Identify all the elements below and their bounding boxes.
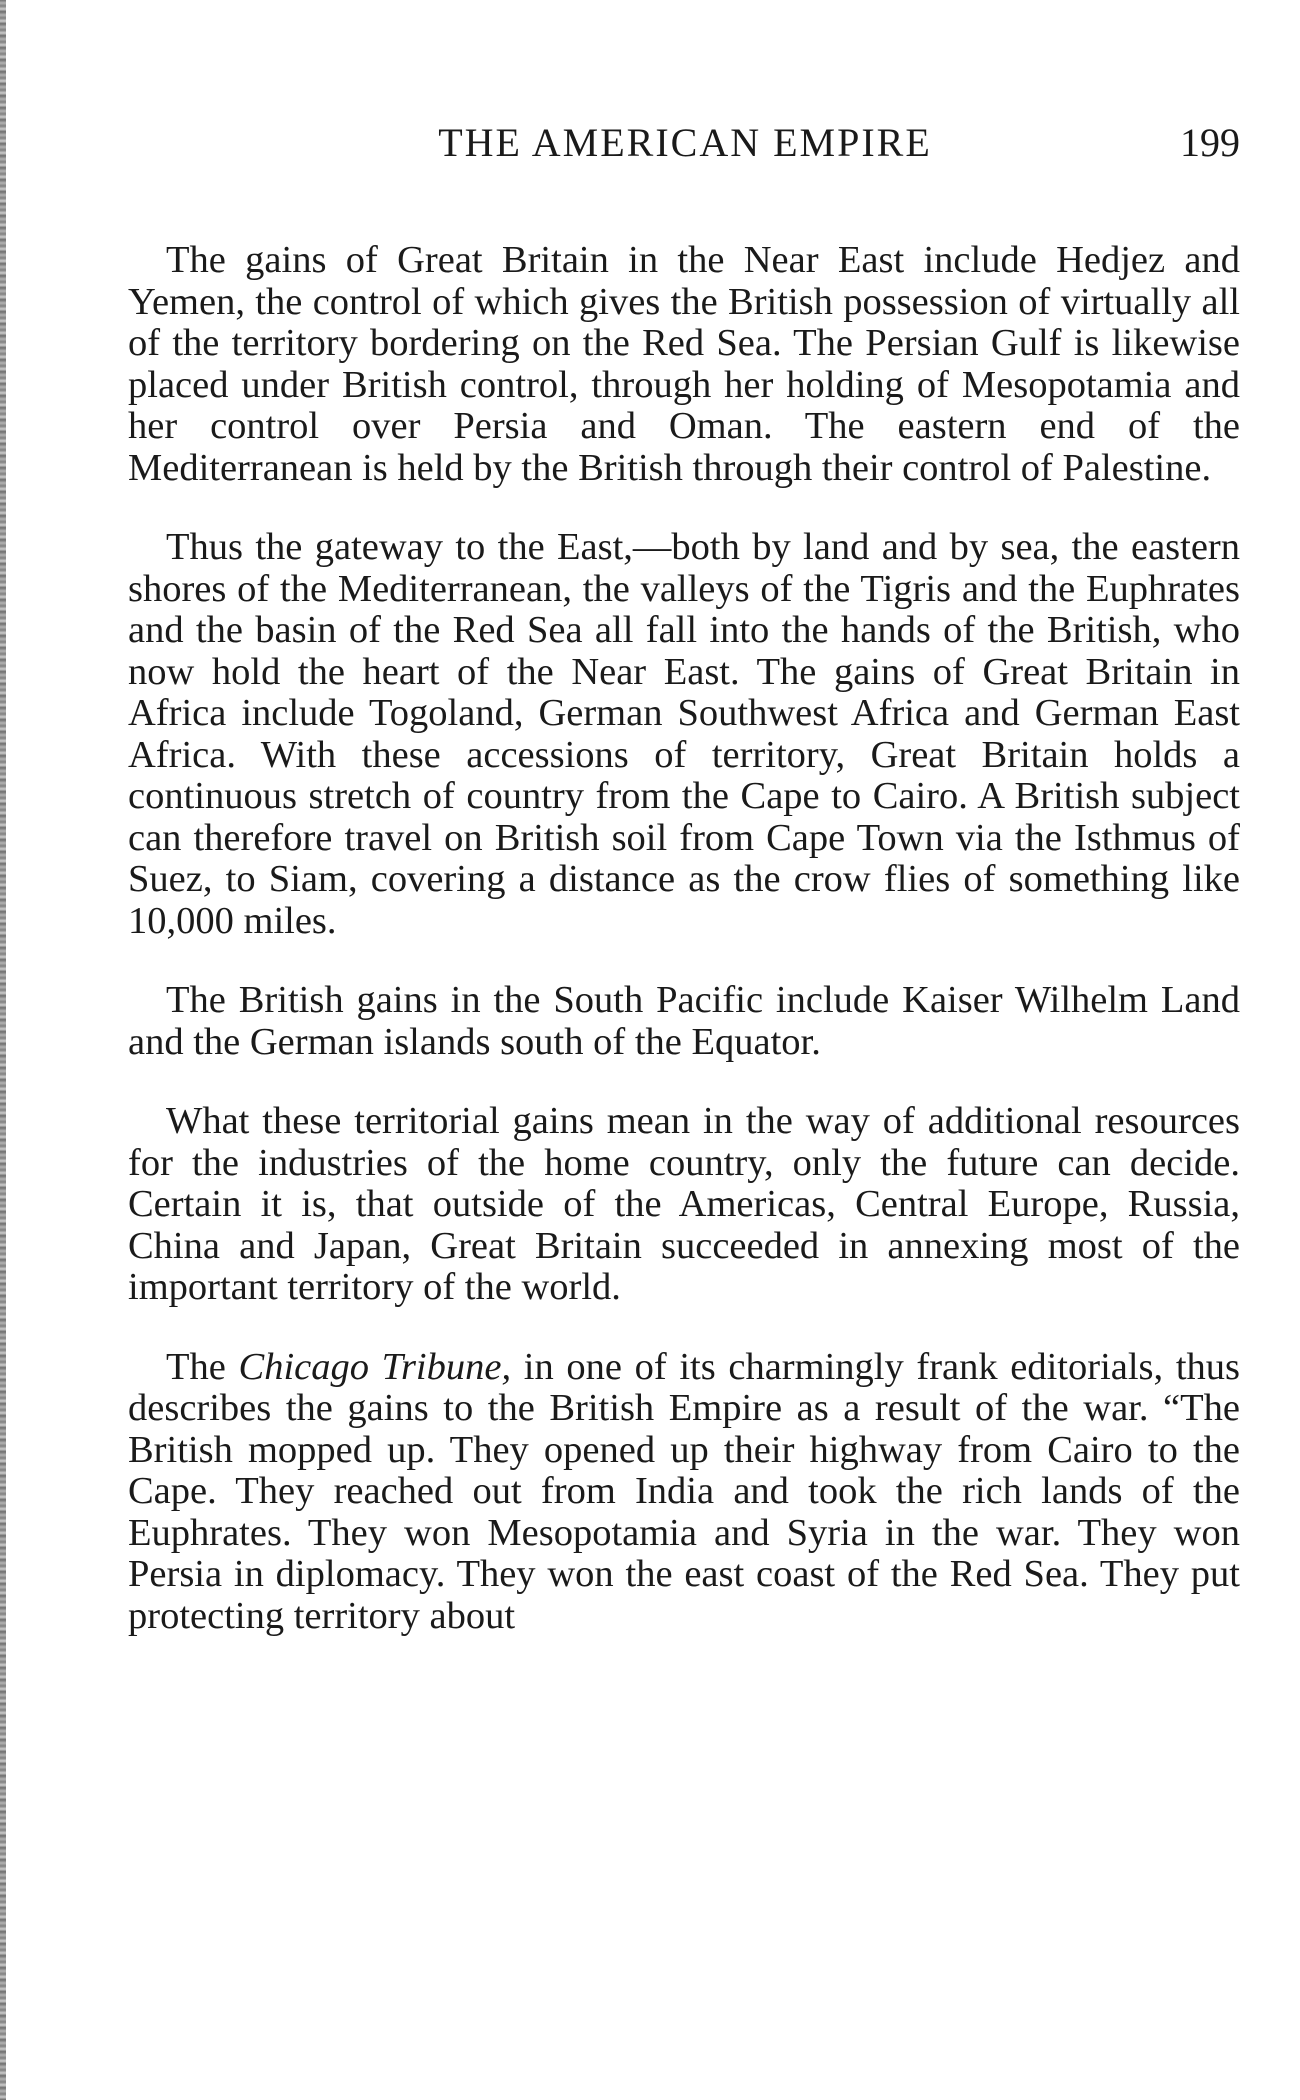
paragraph-south-pacific: The British gains in the South Pacific include Kaiser Wilhelm Land and the German islands south of the Equator. [128, 979, 1240, 1063]
body-text [128, 240, 1240, 1637]
page-edge-scan-artifact [0, 0, 6, 2100]
paragraph-near-east: The gains of Great Britain in the Near East include Hedjez and Yemen, the control of which gives the British possession of virtually all of the territory bordering on the Red Sea. The Persian Gulf is likewise placed under British control, through her holding of Mesopotamia and her control over Persia and Oman. The eastern end of the Mediterranean is held by the British through their control of Palestine. [128, 239, 1240, 489]
paragraph-chicago-tribune [128, 1347, 1240, 1638]
running-head [130, 118, 1240, 168]
running-title: THE AMERICAN EMPIRE [438, 120, 932, 165]
newspaper-title: Chicago Tribune, [238, 1345, 512, 1388]
paragraph-territorial-gains: What these territorial gains mean in the way of additional resources for the industries of the home country, only the future can decide. Certain it is, that outside of the Americas, Central Europe, Russia, China and Japan, Great Britain succeeded in annexing most of the important territory of the world. [128, 1100, 1240, 1308]
tribune-text-before: The [166, 1345, 239, 1388]
tribune-text-after: in one of its charmingly frank editorials, thus describes the gains to the British Empire as a result of the war. “The British mopped up. They opened up their highway from Cairo to the Cape. They reached out from India and took the rich lands of the Euphrates. They won Mesopotamia and Syria in the war. They won Persia in diplomacy. They won the east coast of the Red Sea. They put protecting territory about [128, 1345, 1240, 1637]
paragraph-gateway-east: Thus the gateway to the East,—both by land and by sea, the eastern shores of the Mediterranean, the valleys of the Tigris and the Euphrates and the basin of the Red Sea all fall into the hands of the British, who now hold the heart of the Near East. The gains of Great Britain in Africa include Togoland, German Southwest Africa and German East Africa. With these accessions of territory, Great Britain holds a continuous stretch of country from the Cape to Cairo. A British subject can therefore travel on British soil from Cape Town via the Isthmus of Suez, to Siam, covering a distance as the crow flies of something like 10,000 miles. [128, 526, 1240, 942]
page-number: 199 [1180, 120, 1240, 165]
